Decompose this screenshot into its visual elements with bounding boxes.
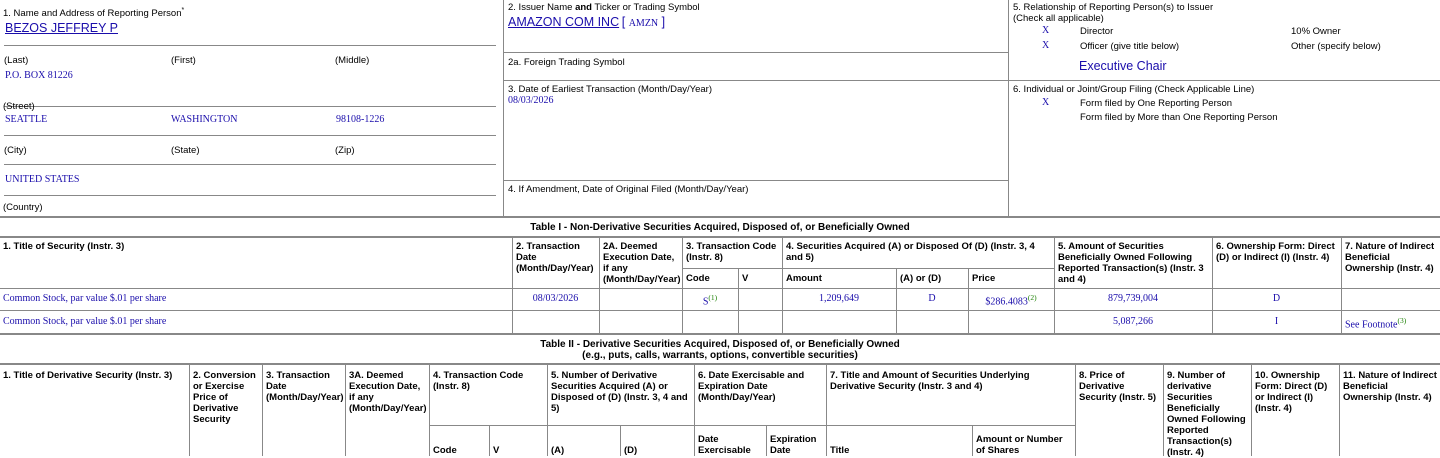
- director-label: Director: [1080, 26, 1114, 37]
- t2-col-date: 3. Transaction Date (Month/Day/Year): [266, 370, 344, 403]
- footnote-link[interactable]: (2): [1027, 293, 1037, 302]
- city-value: SEATTLE: [5, 114, 48, 125]
- t2-sub-v: V: [493, 445, 500, 456]
- other-label: Other (specify below): [1291, 41, 1381, 52]
- director-checkmark: X: [1042, 25, 1050, 36]
- footnote-link[interactable]: (3): [1397, 316, 1407, 325]
- officer-label: Officer (give title below): [1080, 41, 1180, 52]
- street-label: (Street): [3, 101, 35, 112]
- street-value: P.O. BOX 81226: [5, 70, 73, 81]
- ten-percent-owner-label: 10% Owner: [1291, 26, 1341, 37]
- t2-sub-d: (D): [624, 445, 638, 456]
- t2-sub-a: (A): [551, 445, 565, 456]
- amount-cell: 1,209,649: [819, 293, 859, 304]
- t2-sub-date-exercisable: Date Exercisable: [698, 434, 751, 456]
- t1-col-nature: 7. Nature of Indirect Beneficial Ownership (Instr. 4): [1345, 241, 1435, 274]
- reporting-person-label: 1. Name and Address of Reporting Person*: [3, 7, 185, 20]
- middle-name-label: (Middle): [335, 55, 370, 66]
- t1-sub-a-or-d: (A) or (D): [900, 273, 942, 284]
- earliest-date-value: 08/03/2026: [508, 95, 554, 106]
- zip-label: (Zip): [335, 145, 355, 156]
- table1-title: Table I - Non-Derivative Securities Acquired, Disposed of, or Beneficially Owned: [530, 222, 910, 233]
- t2-sub-code: Code: [433, 445, 457, 456]
- t2-col-number: 5. Number of Derivative Securities Acquired (A) or Disposed of (D) (Instr. 3, 4 and 5): [551, 370, 688, 414]
- t1-sub-code: Code: [686, 273, 710, 284]
- t1-col-date: 2. Transaction Date (Month/Day/Year): [516, 241, 594, 274]
- a-or-d-cell: D: [928, 293, 936, 304]
- t2-col-price: 8. Price of Derivative Security (Instr. 5): [1079, 370, 1157, 403]
- t1-col-deemed-date: 2A. Deemed Execution Date, if any (Month/Day/Year): [603, 241, 681, 285]
- filing-type-label: 6. Individual or Joint/Group Filing (Check Applicable Line): [1013, 84, 1255, 95]
- price-cell: $286.4083$^{(2)}$: [985, 293, 1037, 308]
- table2-title: Table II - Derivative Securities Acquired, Disposed of, or Beneficially Owned: [540, 339, 900, 350]
- t1-sub-v: V: [742, 273, 749, 284]
- t2-sub-expiration-date: Expiration Date: [770, 434, 817, 456]
- earliest-date-label: 3. Date of Earliest Transaction (Month/Day/Year): [508, 84, 712, 95]
- t1-col-code: 3. Transaction Code (Instr. 8): [686, 241, 777, 263]
- city-label: (City): [4, 145, 27, 156]
- ticker-symbol: AMZN: [628, 18, 659, 29]
- state-value: WASHINGTON: [171, 114, 238, 125]
- table2-subtitle: (e.g., puts, calls, warrants, options, convertible securities): [582, 350, 858, 361]
- nature-cell: [1345, 315, 1406, 331]
- officer-title-value: Executive Chair: [1079, 59, 1167, 73]
- relationship-sub-label: (Check all applicable): [1013, 13, 1104, 24]
- security-title-cell: Common Stock, par value $.01 per share: [3, 293, 167, 304]
- t2-col-nature: 11. Nature of Indirect Beneficial Ownership (Instr. 4): [1343, 370, 1437, 403]
- t2-sub-amount-shares: Amount or Number of Shares: [976, 434, 1063, 456]
- transaction-code-cell: S$^{(1)}$: [702, 293, 718, 308]
- t1-col-securities: 4. Securities Acquired (A) or Disposed Of (D) (Instr. 3, 4 and 5): [786, 241, 1035, 263]
- amendment-date-label: 4. If Amendment, Date of Original Filed (Month/Day/Year): [508, 184, 749, 195]
- state-label: (State): [171, 145, 200, 156]
- t2-col-conversion-price: 2. Conversion or Exercise Price of Derivative Security: [193, 370, 256, 425]
- required-asterisk: *: [181, 7, 185, 14]
- reporting-person-name-link[interactable]: BEZOS JEFFREY P: [5, 21, 118, 35]
- footnote-link[interactable]: (1): [708, 293, 718, 302]
- t2-col-title: 1. Title of Derivative Security (Instr. 3): [3, 370, 173, 381]
- t2-col-exercisable: 6. Date Exercisable and Expiration Date (Month/Day/Year): [698, 370, 805, 403]
- group-filer-label: Form filed by More than One Reporting Person: [1080, 112, 1278, 123]
- t2-col-ownership-form: 10. Ownership Form: Direct (D) or Indirect (I) (Instr. 4): [1255, 370, 1328, 414]
- t2-col-deemed-date: 3A. Deemed Execution Date, if any (Month/Day/Year): [349, 370, 427, 414]
- zip-value: 98108-1226: [336, 114, 385, 125]
- single-filer-label: Form filed by One Reporting Person: [1080, 98, 1233, 109]
- t1-col-amount-owned: 5. Amount of Securities Beneficially Owned Following Reported Transaction(s) (Instr. 3 and 4): [1058, 241, 1204, 285]
- t2-col-underlying: 7. Title and Amount of Securities Underlying Derivative Security (Instr. 3 and 4): [830, 370, 1030, 392]
- country-label: (Country): [3, 202, 43, 213]
- t1-sub-amount: Amount: [786, 273, 822, 284]
- see-footnote-text: See Footnote: [1345, 319, 1398, 331]
- t2-col-code: 4. Transaction Code (Instr. 8): [433, 370, 524, 392]
- t1-col-ownership-form: 6. Ownership Form: Direct (D) or Indirect (I) (Instr. 4): [1216, 241, 1335, 263]
- t2-sub-title: Title: [830, 445, 850, 456]
- issuer-label: 2. Issuer Name and Ticker or Trading Symbol: [508, 2, 700, 13]
- issuer-row: AMAZON COM INC [ AMZN ]: [508, 15, 666, 29]
- last-name-label: (Last): [4, 55, 29, 66]
- first-name-label: (First): [171, 55, 196, 66]
- owned-amount-cell: 879,739,004: [1108, 293, 1158, 304]
- t1-sub-price: Price: [972, 273, 996, 284]
- foreign-symbol-label: 2a. Foreign Trading Symbol: [508, 57, 625, 68]
- relationship-label: 5. Relationship of Reporting Person(s) to Issuer: [1013, 2, 1214, 13]
- t2-col-owned: 9. Number of derivative Securities Beneficially Owned Following Reported Transaction(s) (Instr. 4): [1167, 370, 1246, 458]
- security-title-cell: Common Stock, par value $.01 per share: [3, 316, 167, 327]
- t1-col-title: 1. Title of Security (Instr. 3): [3, 241, 125, 252]
- ownership-form-cell: I: [1274, 316, 1279, 327]
- ownership-form-cell: D: [1272, 293, 1281, 304]
- owned-amount-cell: 5,087,266: [1113, 316, 1153, 327]
- country-value: UNITED STATES: [5, 174, 80, 185]
- transaction-date-cell: 08/03/2026: [532, 293, 579, 304]
- single-filer-checkmark: X: [1042, 97, 1050, 108]
- officer-checkmark: X: [1042, 40, 1050, 51]
- issuer-name-link[interactable]: AMAZON COM INC: [508, 15, 620, 29]
